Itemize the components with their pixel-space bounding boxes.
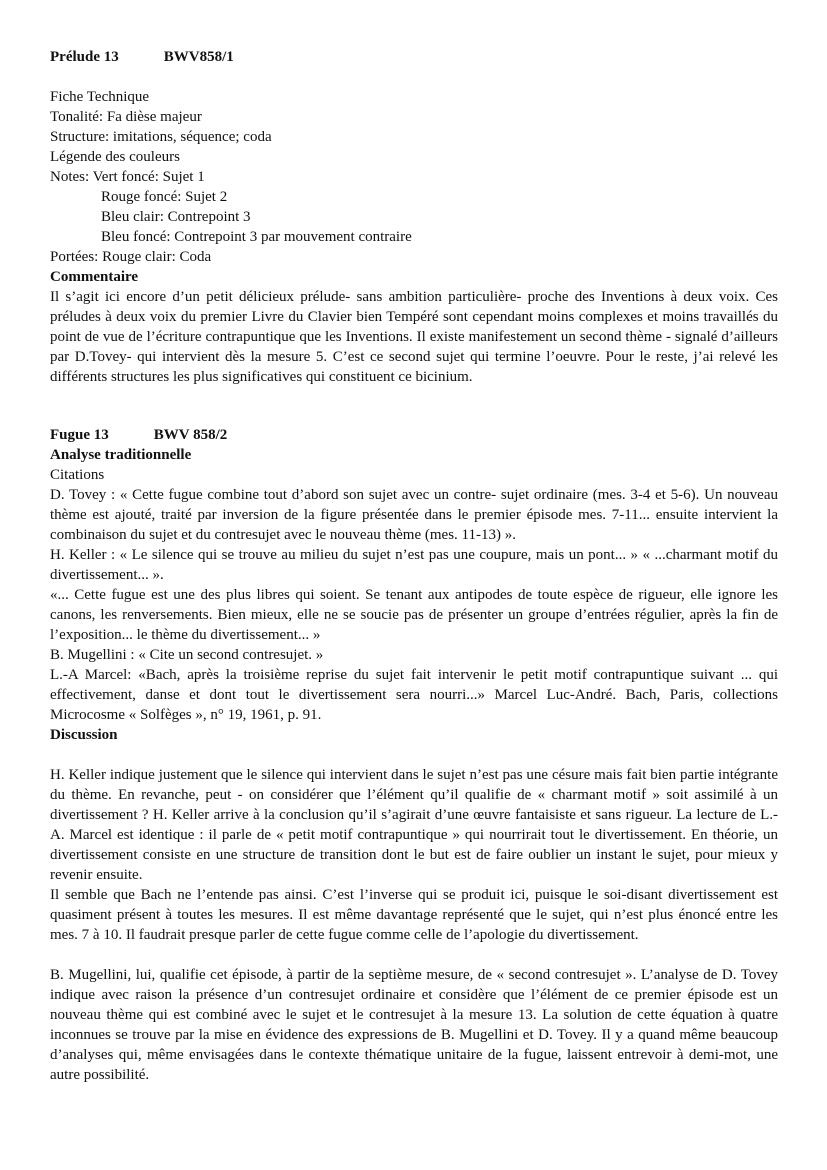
citation-item: H. Keller : « Le silence qui se trouve au milieu du sujet n’est pas une coupure, mais un pont... » « ...charmant motif du divertissement... ». [50,547,778,583]
fugue-title-text: Fugue 13 [50,427,109,443]
commentaire-paragraph: Il s’agit ici encore d’un petit délicieux prélude- sans ambition particulière- proche des Inventions à deux voix. Ces préludes à deux voix du premier Livre du Clavier bien Tempéré sont cependant moins complexes et moins travaillés du point de vue de l’écriture contrapuntique que les Inventions. Il existe manifestement un second thème - signalé d’ailleurs par D.Tovey- qui intervient dès la mesure 5. C’est ce second sujet qui termine l’oeuvre. Pour le reste, j’ai relevé les différents structures les plus significatives qui constituent ce bicinium. [50,289,778,385]
discussion-heading: Discussion [50,727,118,743]
fiche-line: Structure: imitations, séquence; coda [50,129,272,145]
prelude-title-text: Prélude 13 [50,49,119,65]
citation-item: B. Mugellini : « Cite un second contresujet. » [50,647,324,663]
fugue-title [50,425,778,445]
fiche-portees-line: Portées: Rouge clair: Coda [50,249,212,265]
commentaire-heading: Commentaire [50,269,139,285]
citation-item: D. Tovey : « Cette fugue combine tout d’abord son sujet avec un contre- sujet ordinaire (mes. 3-4 et 5-6). Un nouveau thème est ajouté, traité par inversion de la figure présentée dans le premier épisode mes. 7-11... ensuite intervient la combinaison du sujet et du contresujet avec le nouveau thème (mes. 11-13) ». [50,487,778,543]
document-page [50,47,778,1085]
fiche-indented-line: Bleu clair: Contrepoint 3 [101,209,251,225]
fiche-line: Fiche Technique [50,89,150,105]
fugue-bwv-ref: BWV 858/2 [153,427,228,443]
fiche-indented-line: Bleu foncé: Contrepoint 3 par mouvement contraire [101,229,412,245]
fiche-line: Notes: Vert foncé: Sujet 1 [50,169,205,185]
prelude-title [50,47,778,67]
fiche-technique [50,87,778,267]
analyse-heading: Analyse traditionnelle [50,447,192,463]
prelude-bwv-ref: BWV858/1 [163,49,234,65]
discussion-paragraph: Il semble que Bach ne l’entende pas ainsi. C’est l’inverse qui se produit ici, puisque le soi-disant divertissement est quasiment présent à toutes les mesures. Il est même davantage représenté que le sujet, qui n’est plus énoncé entre les mes. 7 à 10. Il faudrait presque parler de cette fugue comme celle de l’apologie du divertissement. [50,887,778,943]
discussion-paragraph: B. Mugellini, lui, qualifie cet épisode, à partir de la septième mesure, de « second contresujet ». L’analyse de D. Tovey indique avec raison la présence d’un contresujet ordinaire et considère que l’élément de ce premier épisode est un nouveau thème qui est combiné avec le sujet et le contresujet à la mesure 13. La solution de cette équation à quatre inconnues se trouve par la mise en évidence des expressions de B. Mugellini et D. Tovey. Il y a quand même beaucoup d’analyses qui, même envisagées dans le contexte thématique unitaire de la fugue, laissent entrevoir à demi-mot, une autre possibilité. [50,967,778,1083]
citations-list [50,485,778,725]
citations-label: Citations [50,467,105,483]
citation-item: «... Cette fugue est une des plus libres qui soient. Se tenant aux antipodes de toute espèce de rigueur, elle ignore les canons, les renversements. Bien mieux, elle ne se soucie pas de présenter un groupe d’entrées régulier, après la fin de l’exposition... le thème du divertissement... » [50,587,778,643]
fiche-indented-line: Rouge foncé: Sujet 2 [101,189,228,205]
discussion-paragraph: H. Keller indique justement que le silence qui intervient dans le sujet n’est pas une césure mais fait bien partie intégrante du thème. En revanche, peut - on considérer que l’élément qu’il qualifie de « charmant motif » soit assimilé à un divertissement ? H. Keller arrive à la conclusion qu’il s’agirait d’une œuvre fantaisiste et sans rigueur. La lecture de L.-A. Marcel est identique : il parle de « petit motif contrapuntique » qui nourrirait tout le divertissement. En théorie, un divertissement consiste en une structure de transition dont le but est de faire oublier un instant le sujet, pour mieux y revenir ensuite. [50,767,778,883]
citation-item: L.-A Marcel: «Bach, après la troisième reprise du sujet fait intervenir le petit motif contrapuntique suivant ... qui effectivement, danse et dont tout le divertissement sera nourri...» Marcel Luc-André. Bach, Paris, collections Microcosme « Solfèges », n° 19, 1961, p. 91. [50,667,778,723]
fiche-line: Légende des couleurs [50,149,180,165]
fiche-line: Tonalité: Fa dièse majeur [50,109,202,125]
